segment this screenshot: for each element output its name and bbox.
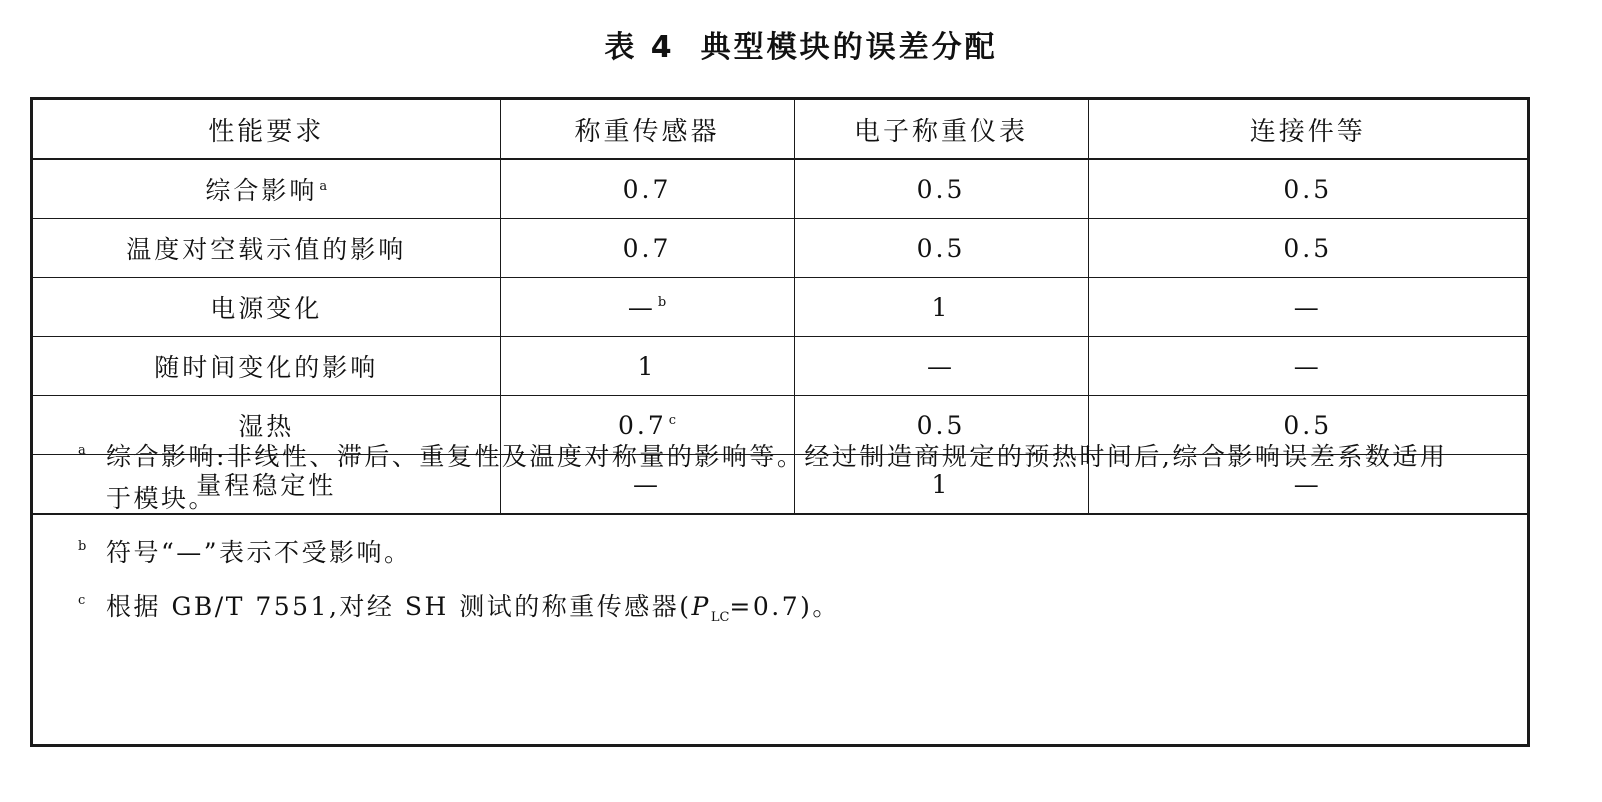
indicator-value: 1 [794, 278, 1088, 337]
error-allocation-table-frame [30, 97, 1530, 747]
row-label: 温度对空载示值的影响 [33, 219, 500, 278]
table-title: 典型模块的误差分配 [700, 30, 998, 65]
footnote-text: 根据 GB/T 7551,对经 SH 测试的称重传感器$(P_{LC}=0.7)$。 [106, 592, 840, 625]
table-row [33, 219, 1527, 278]
load-cell-value: 1 [500, 337, 794, 396]
connector-value: — [1088, 278, 1527, 337]
load-cell-value: — [500, 455, 794, 515]
load-cell-value: 0.7 [500, 159, 794, 219]
table-footnotes [78, 436, 1473, 640]
connector-value: 0.5 [1088, 396, 1527, 455]
row-label: 综合影响 $^a$ [33, 159, 500, 219]
footnote-mark-c: c [668, 413, 677, 429]
indicator-value: 0.5 [794, 159, 1088, 219]
indicator-value: 0.5 [794, 219, 1088, 278]
footnote-c [78, 586, 1473, 628]
load-cell-symbol: P [691, 592, 711, 621]
table-caption [0, 22, 1602, 66]
row-label: 量程稳定性 [33, 455, 500, 515]
footnote-mark-a: a [319, 178, 328, 194]
row-label: 随时间变化的影响 [33, 337, 500, 396]
connector-value: — [1088, 337, 1527, 396]
header-performance-requirement: 性能要求 [33, 100, 500, 159]
footnote-text: 符号“—”表示不受影响。 [106, 538, 412, 567]
footnote-label: b [78, 539, 87, 554]
load-cell-value: 0.7 [500, 219, 794, 278]
table-number: 表 4 [604, 30, 675, 65]
row-label: 电源变化 [33, 278, 500, 337]
connector-value: 0.5 [1088, 159, 1527, 219]
indicator-value: 1 [794, 455, 1088, 515]
load-cell-value: — $^b$ [500, 278, 794, 337]
footnote-b [78, 532, 1473, 574]
header-weighing-indicator: 电子称重仪表 [794, 100, 1088, 159]
footnote-text: 综合影响:非线性、滞后、重复性及温度对称量的影响等。经过制造商规定的预热时间后,综合影响误差系数适用于模块。 [106, 442, 1448, 513]
connector-value: — [1088, 455, 1527, 515]
indicator-value: — [794, 337, 1088, 396]
footnote-mark-b: b [657, 295, 667, 311]
table-header-row [33, 100, 1527, 159]
load-cell-value: 0.7 $^c$ [500, 396, 794, 455]
footnote-label: c [78, 593, 86, 608]
table-row [33, 159, 1527, 219]
footnote-label: a [78, 443, 86, 458]
header-load-cell: 称重传感器 [500, 100, 794, 159]
table-row [33, 337, 1527, 396]
row-label: 湿热 [33, 396, 500, 455]
footnote-a [78, 436, 1473, 520]
indicator-value: 0.5 [794, 396, 1088, 455]
table-row [33, 278, 1527, 337]
connector-value: 0.5 [1088, 219, 1527, 278]
header-connecting-elements: 连接件等 [1088, 100, 1527, 159]
load-cell-symbol-subscript: LC [710, 610, 730, 625]
